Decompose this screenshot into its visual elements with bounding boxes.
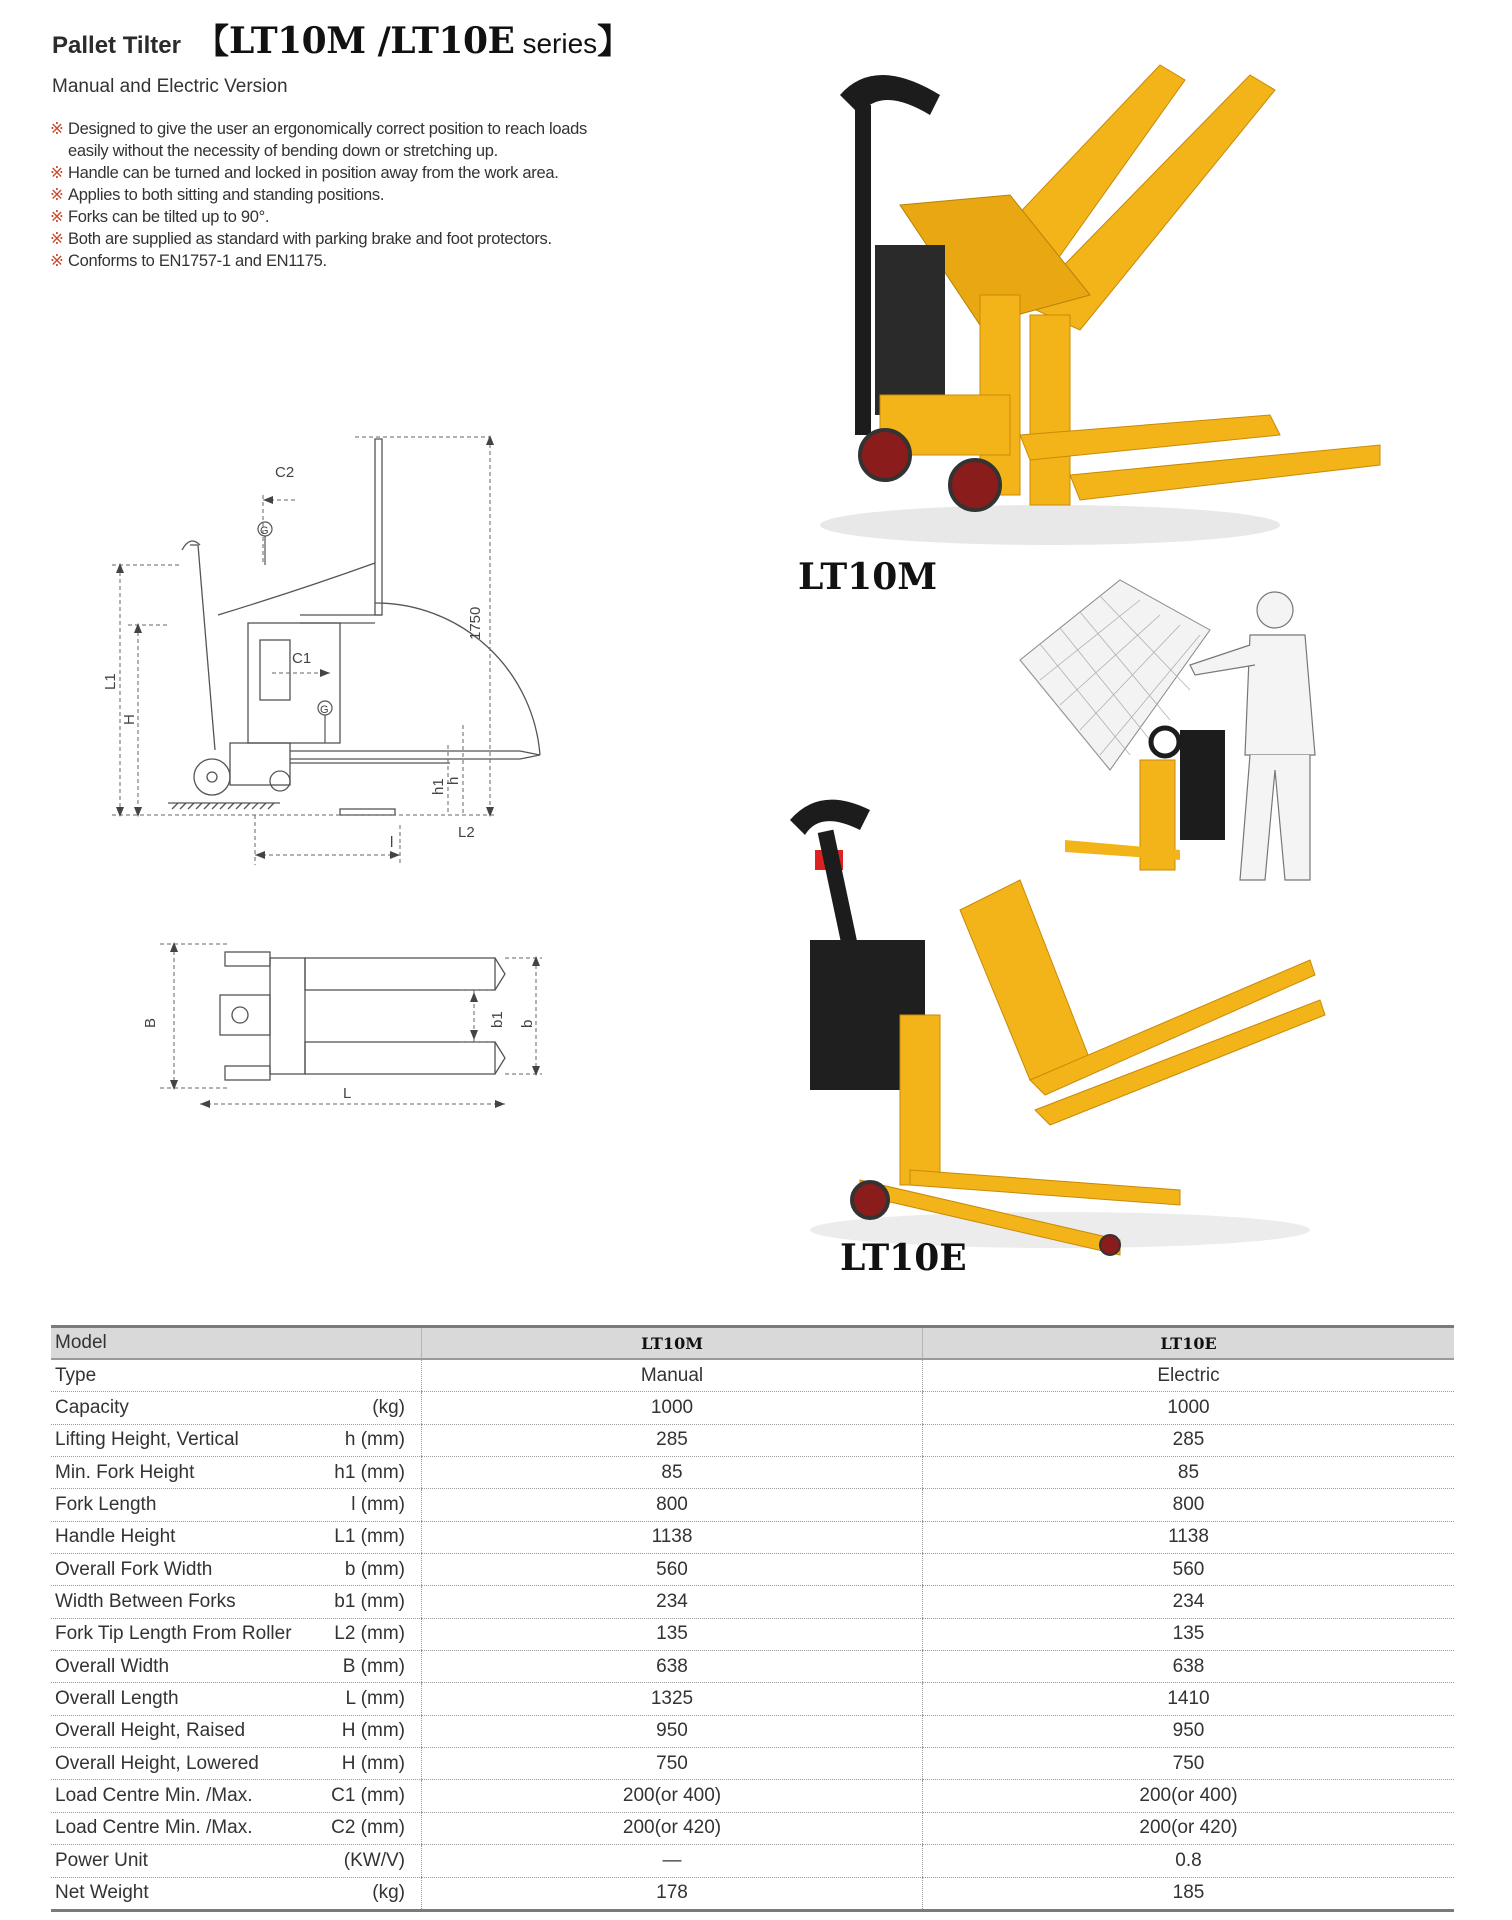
row-unit: h1 (mm) — [334, 1461, 405, 1483]
cell-lt10e: 1410 — [923, 1683, 1455, 1715]
table-row — [51, 1651, 1454, 1683]
cell-lt10e: 200(or 420) — [923, 1812, 1455, 1844]
label-l2: L2 — [458, 824, 475, 841]
row-unit: (kg) — [372, 1397, 405, 1419]
table-row — [51, 1715, 1454, 1747]
header-lt10e: LT10E — [923, 1327, 1455, 1360]
title-bracket-close: 】 — [597, 22, 632, 62]
lt10m-product-image — [780, 55, 1300, 565]
table-row — [51, 1812, 1454, 1844]
side-view-drawing — [102, 425, 620, 865]
row-label: Capacity — [55, 1397, 129, 1419]
table-row — [51, 1683, 1454, 1715]
table-row — [51, 1457, 1454, 1489]
label-h-small: h — [445, 776, 462, 785]
label-b1: b1 — [489, 1011, 506, 1028]
cell-lt10e: 85 — [923, 1457, 1455, 1489]
cell-lt10m: 85 — [422, 1457, 923, 1489]
reference-mark-icon: ※ — [50, 208, 64, 226]
row-unit: (KW/V) — [343, 1849, 405, 1871]
reference-mark-icon: ※ — [50, 120, 64, 138]
reference-mark-icon: ※ — [50, 230, 64, 248]
label-c1: C1 — [292, 650, 312, 667]
cell-lt10m: — — [422, 1845, 923, 1877]
feature-item: ※ Designed to give the user an ergonomically correct position to reach loads easily without the necessity of bending down or stretching up. — [50, 120, 587, 160]
row-unit: b1 (mm) — [334, 1591, 405, 1613]
cell-lt10e: 750 — [923, 1748, 1455, 1780]
row-label: Overall Height, Raised — [55, 1720, 246, 1742]
cell-lt10e: 1000 — [923, 1392, 1455, 1424]
cell-lt10e: Electric — [923, 1359, 1455, 1392]
cell-lt10e: 560 — [923, 1554, 1455, 1586]
cell-lt10m: 560 — [422, 1554, 923, 1586]
row-label: Power Unit — [55, 1849, 148, 1871]
label-b-upper: B — [142, 1017, 159, 1028]
row-unit: L (mm) — [345, 1688, 405, 1710]
table-row — [51, 1521, 1454, 1553]
row-unit: h (mm) — [344, 1429, 405, 1451]
cell-lt10m: 234 — [422, 1586, 923, 1618]
table-header-row — [51, 1327, 1454, 1360]
cell-lt10m: 135 — [422, 1618, 923, 1650]
table-row — [51, 1359, 1454, 1392]
row-unit: H (mm) — [341, 1752, 405, 1774]
feature-item: ※ Conforms to EN1757-1 and EN1175. — [50, 252, 327, 270]
feature-item: ※ Handle can be turned and locked in position away from the work area. — [50, 164, 559, 182]
title-bracket-open: 【 — [194, 22, 229, 62]
header-lt10m: LT10M — [422, 1327, 923, 1360]
lt10e-product-image — [760, 790, 1320, 1270]
cell-lt10m: 750 — [422, 1748, 923, 1780]
lt10m-label: LT10M — [798, 556, 938, 598]
feature-item: ※ Forks can be tilted up to 90°. — [50, 208, 270, 226]
header-model: Model — [51, 1327, 422, 1360]
row-unit: B (mm) — [342, 1655, 405, 1677]
row-label: Width Between Forks — [55, 1591, 236, 1613]
row-label: Fork Length — [55, 1494, 157, 1516]
table-row — [51, 1748, 1454, 1780]
row-label: Overall Height, Lowered — [55, 1752, 259, 1774]
reference-mark-icon: ※ — [50, 252, 64, 270]
cell-lt10m: 1325 — [422, 1683, 923, 1715]
table-row — [51, 1554, 1454, 1586]
cell-lt10m: 1138 — [422, 1521, 923, 1553]
row-label: Min. Fork Height — [55, 1461, 195, 1483]
table-row — [51, 1586, 1454, 1618]
table-row — [51, 1392, 1454, 1424]
row-unit: L1 (mm) — [334, 1526, 405, 1548]
cell-lt10m: 200(or 420) — [422, 1812, 923, 1844]
label-b-small: b — [519, 1019, 536, 1028]
row-label: Overall Width — [55, 1655, 170, 1677]
cell-lt10m: 638 — [422, 1651, 923, 1683]
cell-lt10m: 1000 — [422, 1392, 923, 1424]
table-row — [51, 1877, 1454, 1910]
row-unit: C2 (mm) — [331, 1817, 405, 1839]
row-label: Handle Height — [55, 1526, 176, 1548]
title-prefix: Pallet Tilter — [52, 32, 181, 59]
row-label: Lifting Height, Vertical — [55, 1429, 239, 1451]
title-series: series — [522, 28, 598, 59]
row-label: Load Centre Min. /Max. — [55, 1785, 253, 1807]
label-l1: L1 — [102, 673, 119, 690]
label-l-small: l — [390, 834, 394, 851]
cell-lt10e: 285 — [923, 1424, 1455, 1456]
label-g-upper: G — [260, 525, 269, 537]
label-h1: h1 — [430, 778, 447, 795]
reference-mark-icon: ※ — [50, 164, 64, 182]
cell-lt10e: 800 — [923, 1489, 1455, 1521]
cell-lt10m: 200(or 400) — [422, 1780, 923, 1812]
label-c2: C2 — [275, 464, 295, 481]
cell-lt10e: 0.8 — [923, 1845, 1455, 1877]
label-1750: 1750 — [467, 606, 484, 640]
cell-lt10m: 285 — [422, 1424, 923, 1456]
cell-lt10e: 638 — [923, 1651, 1455, 1683]
feature-item: ※ Both are supplied as standard with parking brake and foot protectors. — [50, 230, 552, 248]
row-unit: (kg) — [372, 1882, 405, 1904]
subtitle: Manual and Electric Version — [52, 76, 288, 97]
row-unit: L2 (mm) — [334, 1623, 405, 1645]
cell-lt10e: 1138 — [923, 1521, 1455, 1553]
row-label: Load Centre Min. /Max. — [55, 1817, 253, 1839]
top-view-drawing — [130, 930, 550, 1115]
row-unit: C1 (mm) — [331, 1785, 405, 1807]
row-label: Overall Fork Width — [55, 1558, 213, 1580]
title-models: LT10M /LT10E — [228, 20, 515, 62]
row-label: Fork Tip Length From Roller — [55, 1623, 292, 1645]
top-view-diagram — [130, 930, 550, 1115]
feature-list — [50, 118, 610, 272]
cell-lt10e: 135 — [923, 1618, 1455, 1650]
table-row — [51, 1780, 1454, 1812]
cell-lt10e: 234 — [923, 1586, 1455, 1618]
row-unit: H (mm) — [341, 1720, 405, 1742]
table-row — [51, 1424, 1454, 1456]
cell-lt10m: 178 — [422, 1877, 923, 1910]
row-label: Overall Length — [55, 1688, 179, 1710]
cell-lt10m: 800 — [422, 1489, 923, 1521]
label-g-lower: G — [320, 704, 329, 716]
row-label: Net Weight — [55, 1882, 149, 1904]
cell-lt10e: 185 — [923, 1877, 1455, 1910]
side-view-diagram — [102, 425, 620, 865]
cell-lt10m: 950 — [422, 1715, 923, 1747]
label-l-upper: L — [343, 1085, 352, 1102]
label-h: H — [121, 714, 138, 725]
reference-mark-icon: ※ — [50, 186, 64, 204]
cell-lt10e: 200(or 400) — [923, 1780, 1455, 1812]
page-title — [52, 14, 632, 62]
row-unit: l (mm) — [351, 1494, 405, 1516]
cell-lt10e: 950 — [923, 1715, 1455, 1747]
specification-table — [51, 1325, 1454, 1912]
row-label: Type — [55, 1364, 97, 1386]
feature-item: ※ Applies to both sitting and standing positions. — [50, 186, 385, 204]
table-row — [51, 1489, 1454, 1521]
table-row — [51, 1618, 1454, 1650]
table-row — [51, 1845, 1454, 1877]
row-unit: b (mm) — [344, 1558, 405, 1580]
lt10e-label: LT10E — [840, 1237, 967, 1279]
cell-lt10m: Manual — [422, 1359, 923, 1392]
